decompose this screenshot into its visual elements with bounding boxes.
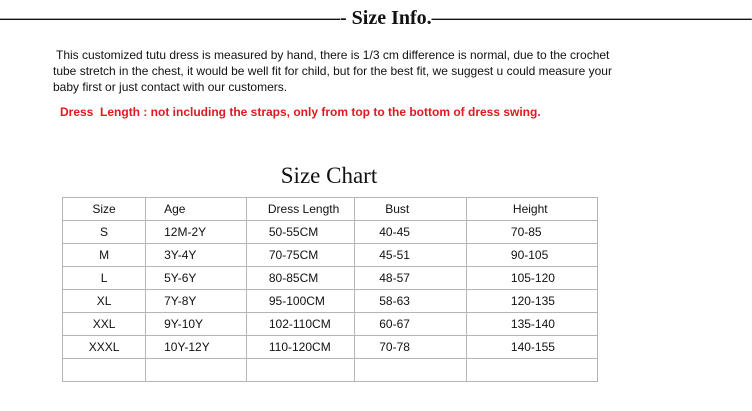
size-info-title: Size Info. — [346, 7, 432, 29]
cell-empty — [355, 359, 467, 382]
cell-empty — [63, 359, 146, 382]
table-row — [63, 267, 598, 290]
cell-age: 5Y-6Y — [146, 267, 247, 290]
cell-bust: 40-45 — [355, 221, 467, 244]
cell-size: M — [63, 244, 146, 267]
cell-size: XL — [63, 290, 146, 313]
table-header-row — [63, 198, 598, 221]
size-info-heading — [0, 3, 752, 33]
header-dress-length: Dress Length — [246, 198, 354, 221]
cell-size: XXXL — [63, 336, 146, 359]
cell-bust: 48-57 — [355, 267, 467, 290]
table-row — [63, 221, 598, 244]
header-age: Age — [146, 198, 247, 221]
cell-age: 10Y-12Y — [146, 336, 247, 359]
intro-paragraph — [53, 47, 628, 95]
header-size: Size — [63, 198, 146, 221]
intro-line-2: tube stretch in the chest, it would be well fit for child, but for the best fit, we suggest u could measure your — [53, 64, 612, 78]
cell-height: 120-135 — [466, 290, 597, 313]
cell-height: 70-85 — [466, 221, 597, 244]
cell-age: 3Y-4Y — [146, 244, 247, 267]
table-row — [63, 336, 598, 359]
cell-size: L — [63, 267, 146, 290]
cell-height: 140-155 — [466, 336, 597, 359]
cell-height: 105-120 — [466, 267, 597, 290]
cell-height: 135-140 — [466, 313, 597, 336]
cell-age: 7Y-8Y — [146, 290, 247, 313]
cell-bust: 45-51 — [355, 244, 467, 267]
cell-dress-length: 95-100CM — [246, 290, 354, 313]
header-bust: Bust — [355, 198, 467, 221]
cell-size: XXL — [63, 313, 146, 336]
table-row-empty — [63, 359, 598, 382]
table-row — [63, 290, 598, 313]
table-row — [63, 313, 598, 336]
intro-line-3: baby first or just contact with our customers. — [53, 80, 288, 94]
cell-dress-length: 110-120CM — [246, 336, 354, 359]
cell-bust: 60-67 — [355, 313, 467, 336]
cell-dress-length: 70-75CM — [246, 244, 354, 267]
cell-dress-length: 102-110CM — [246, 313, 354, 336]
table-row — [63, 244, 598, 267]
cell-empty — [466, 359, 597, 382]
intro-line-1: This customized tutu dress is measured by hand, there is 1/3 cm difference is normal, due to the crochet — [56, 48, 610, 62]
cell-dress-length: 80-85CM — [246, 267, 354, 290]
dress-length-note: Dress Length : not including the straps, only from top to the bottom of dress swing. — [60, 105, 541, 119]
cell-age: 9Y-10Y — [146, 313, 247, 336]
cell-empty — [146, 359, 247, 382]
cell-bust: 70-78 — [355, 336, 467, 359]
header-height: Height — [466, 198, 597, 221]
cell-size: S — [63, 221, 146, 244]
size-chart-title: Size Chart — [280, 163, 378, 188]
left-dash-rule: —————————————————- — [0, 7, 347, 29]
cell-empty — [246, 359, 354, 382]
right-dash-rule: ———————————————— — [431, 7, 752, 29]
size-chart-table — [62, 197, 598, 382]
cell-dress-length: 50-55CM — [246, 221, 354, 244]
cell-height: 90-105 — [466, 244, 597, 267]
cell-bust: 58-63 — [355, 290, 467, 313]
cell-age: 12M-2Y — [146, 221, 247, 244]
